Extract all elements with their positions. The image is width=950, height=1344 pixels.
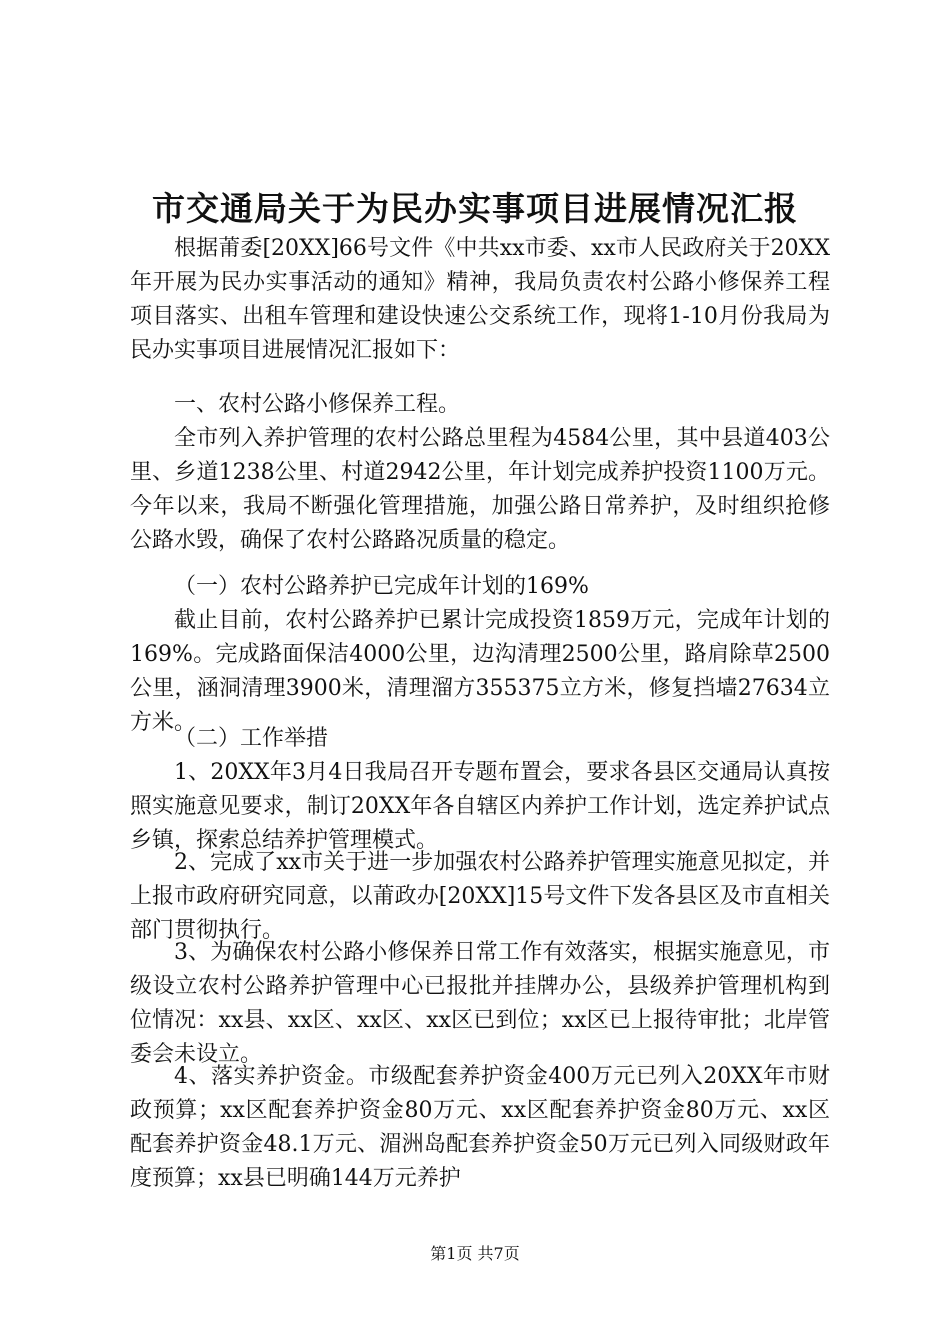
document-title: 市交通局关于为民办实事项目进展情况汇报 bbox=[152, 189, 798, 228]
page-footer: 第1页 共7页 bbox=[430, 1244, 520, 1263]
subsection1-heading: （一）农村公路养护已完成年计划的169% bbox=[174, 574, 589, 599]
section1-paragraph: 全市列入养护管理的农村公路总里程为4584公里，其中县道403公里、乡道1238公里、村道2942公里，年计划完成养护投资1100万元。今年以来，我局不断强化管理措施，加强公路日常养护，及时组织抢修公路水毁，确保了农村公路路况质量的稳定。 bbox=[130, 426, 830, 553]
item1-block bbox=[130, 756, 830, 858]
subsection2-heading: （二）工作举措 bbox=[174, 726, 329, 751]
work-item-4: 4、落实养护资金。市级配套养护资金400万元已列入20XX年市财政预算；xx区配套养护资金80万元、xx区配套养护资金80万元、xx区配套养护资金48.1万元、湄洲岛配套养护资金50万元已列入同级财政年度预算；xx县已明确144万元养护 bbox=[130, 1064, 830, 1191]
work-item-1: 1、20XX年3月4日我局召开专题布置会，要求各县区交通局认真按照实施意见要求，制订20XX年各自辖区内养护工作计划，选定养护试点乡镇，探索总结养护管理模式。 bbox=[130, 760, 830, 853]
intro-block bbox=[130, 232, 830, 368]
work-item-2: 2、完成了xx市关于进一步加强农村公路养护管理实施意见拟定，并上报市政府研究同意，以莆政办[20XX]15号文件下发各县区及市直相关部门贯彻执行。 bbox=[130, 850, 830, 943]
subsection1-paragraph: 截止目前，农村公路养护已累计完成投资1859万元，完成年计划的169%。完成路面保洁4000公里，边沟清理2500公里，路肩除草2500公里，涵洞清理3900米，清理溜方355375立方米，修复挡墙27634立方米。 bbox=[130, 608, 830, 735]
work-item-3: 3、为确保农村公路小修保养日常工作有效落实，根据实施意见，市级设立农村公路养护管理中心已报批并挂牌办公，县级养护管理机构到位情况：xx县、xx区、xx区、xx区已到位；xx区已上报待审批；北岸管委会未设立。 bbox=[130, 940, 830, 1067]
subsection1-block bbox=[130, 604, 830, 740]
item2-block bbox=[130, 846, 830, 948]
section1-block bbox=[130, 422, 830, 558]
item3-block bbox=[130, 936, 830, 1072]
intro-paragraph: 根据莆委[20XX]66号文件《中共xx市委、xx市人民政府关于20XX年开展为民办实事活动的通知》精神，我局负责农村公路小修保养工程项目落实、出租车管理和建设快速公交系统工作，现将1-10月份我局为民办实事项目进展情况汇报如下： bbox=[130, 236, 830, 363]
section1-heading: 一、农村公路小修保养工程。 bbox=[174, 392, 461, 417]
item4-block bbox=[130, 1060, 830, 1196]
